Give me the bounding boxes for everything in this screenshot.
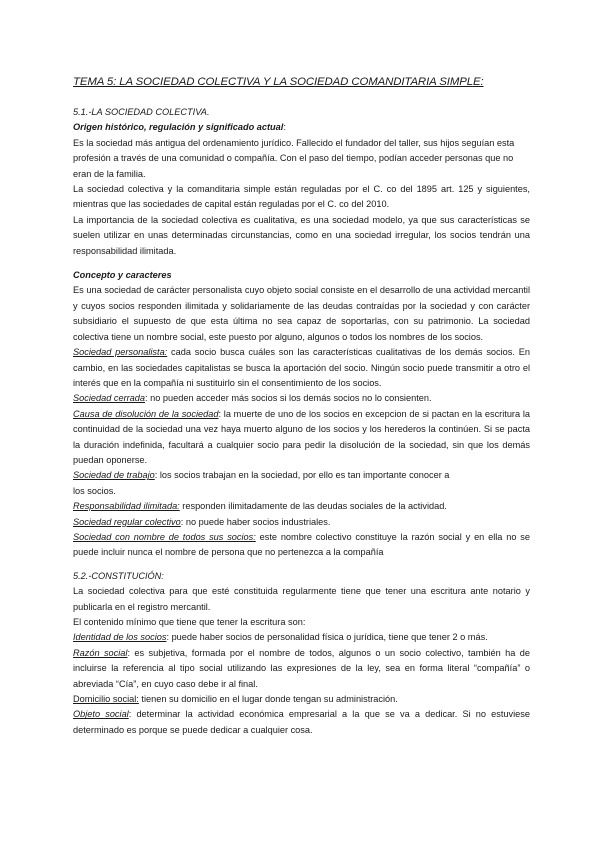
subheading-concepto: Concepto y caracteres <box>73 270 172 281</box>
document-body <box>73 105 530 738</box>
document-title: TEMA 5: LA SOCIEDAD COLECTIVA Y LA SOCIEDAD COMANDITARIA SIMPLE: <box>73 76 484 88</box>
term-responsabilidad-ilimitada: Responsabilidad ilimitada: responden ilimitadamente de las deudas sociales de la actividad. <box>73 501 447 512</box>
subheading-origen: Origen histórico, regulación y significado actual: <box>73 122 286 133</box>
term-sociedad-cerrada: Sociedad cerrada: no pueden acceder más socios si los demás socios no lo consienten. <box>73 393 432 404</box>
paragraph-regulacion: La sociedad colectiva y la comanditaria simple están reguladas por el C. co del 1895 art. 125 y siguientes, mientras que las sociedades de capital están reguladas por el C. co del 2010. <box>73 184 530 210</box>
term-identidad-socios: Identidad de los socios: puede haber socios de personalidad física o jurídica, tiene que tener 2 o más. <box>73 632 488 643</box>
section-heading-5-2: 5.2.-CONSTITUCIÓN: <box>73 570 164 581</box>
paragraph-contenido-minimo: El contenido mínimo que tiene que tener la escritura son: <box>73 617 306 627</box>
term-domicilio-social: Domicilio social: tienen su domicilio en el lugar donde tengan su administración. <box>73 694 398 705</box>
paragraph-importancia: La importancia de la sociedad colectiva es cualitativa, es una sociedad modelo, ya que sus características se suelen utilizar en unas determinadas circunstancias, como en una sociedad irregular, los socios tendrán una responsabilidad ilimitada. <box>73 214 530 256</box>
paragraph-concepto: Es una sociedad de carácter personalista cuyo objeto social consiste en el desarrollo de una actividad mercantil y cuyos socios responden ilimitada y solidariamente de las deudas contraídas por la sociedad y con carácter subsidiario el supuesto de que esta última no sea capaz de soportarlas, con su patrimonio. La sociedad colectiva tiene un nombre social, este puesto por alguno, algunos o todos los nombres de los socios. <box>73 285 530 342</box>
term-sociedad-trabajo-cont: los socios. <box>73 485 116 496</box>
paragraph-constitucion: La sociedad colectiva para que esté constituida regularmente tiene que tener una escritura ante notario y publicarla en el registro mercantil. <box>73 586 530 612</box>
paragraph-origen: Es la sociedad más antigua del ordenamiento jurídico. Fallecido el fundador del taller, sus hijos seguían esta profesión a través de una comunidad o compañía. Con el paso del tiempo, podían acceder personas que no eran de la familia. <box>73 137 515 179</box>
term-sociedad-trabajo: Sociedad de trabajo: los socios trabajan en la sociedad, por ello es tan importante conocer a <box>73 470 450 481</box>
term-sociedad-personalista: Sociedad personalista: cada socio busca cuáles son las características cualitativas de los demás socios. En cambio, en las sociedades capitalistas se busca la aportación del socio. Ningún socio puede transmitir a otro el interés que en la compañía ni sustituirlo sin el consentimiento de los socios. <box>73 347 530 388</box>
term-objeto-social: Objeto social: determinar la actividad económica empresarial a la que se va a dedicar. Si no estuviese determinado es porque se puede dedicar a cualquier cosa. <box>73 709 530 735</box>
term-sociedad-regular: Sociedad regular colectivo: no puede haber socios industriales. <box>73 516 331 527</box>
term-razon-social: Razón social: es subjetiva, formada por el nombre de todos, algunos o un socio colectivo, también ha de incluirse la referencia al tipo social utilizando las expresiones de la ley, sea en forma literal “compañía” o abreviada “Cía”, en cuyo caso debe ir al final. <box>73 647 530 689</box>
term-nombre-socios: Sociedad con nombre de todos sus socios: este nombre colectivo constituye la razón social y en ella no se puede incluir nunca el nombre de persona que no pertenezca a la compañía <box>73 531 530 558</box>
section-heading-5-1: 5.1.-LA SOCIEDAD COLECTIVA. <box>73 107 210 117</box>
term-causa-disolucion: Causa de disolución de la sociedad: la muerte de uno de los socios en excepcion de si pactan en la escritura la continuidad de la sociedad una vez haya muerto alguno de los socios y los herederos la continúen. Si se pacta la duración indefinida, facultará a cualquier socio para pedir la disolución de la sociedad, sin que los demás puedan oponerse. <box>73 408 530 465</box>
